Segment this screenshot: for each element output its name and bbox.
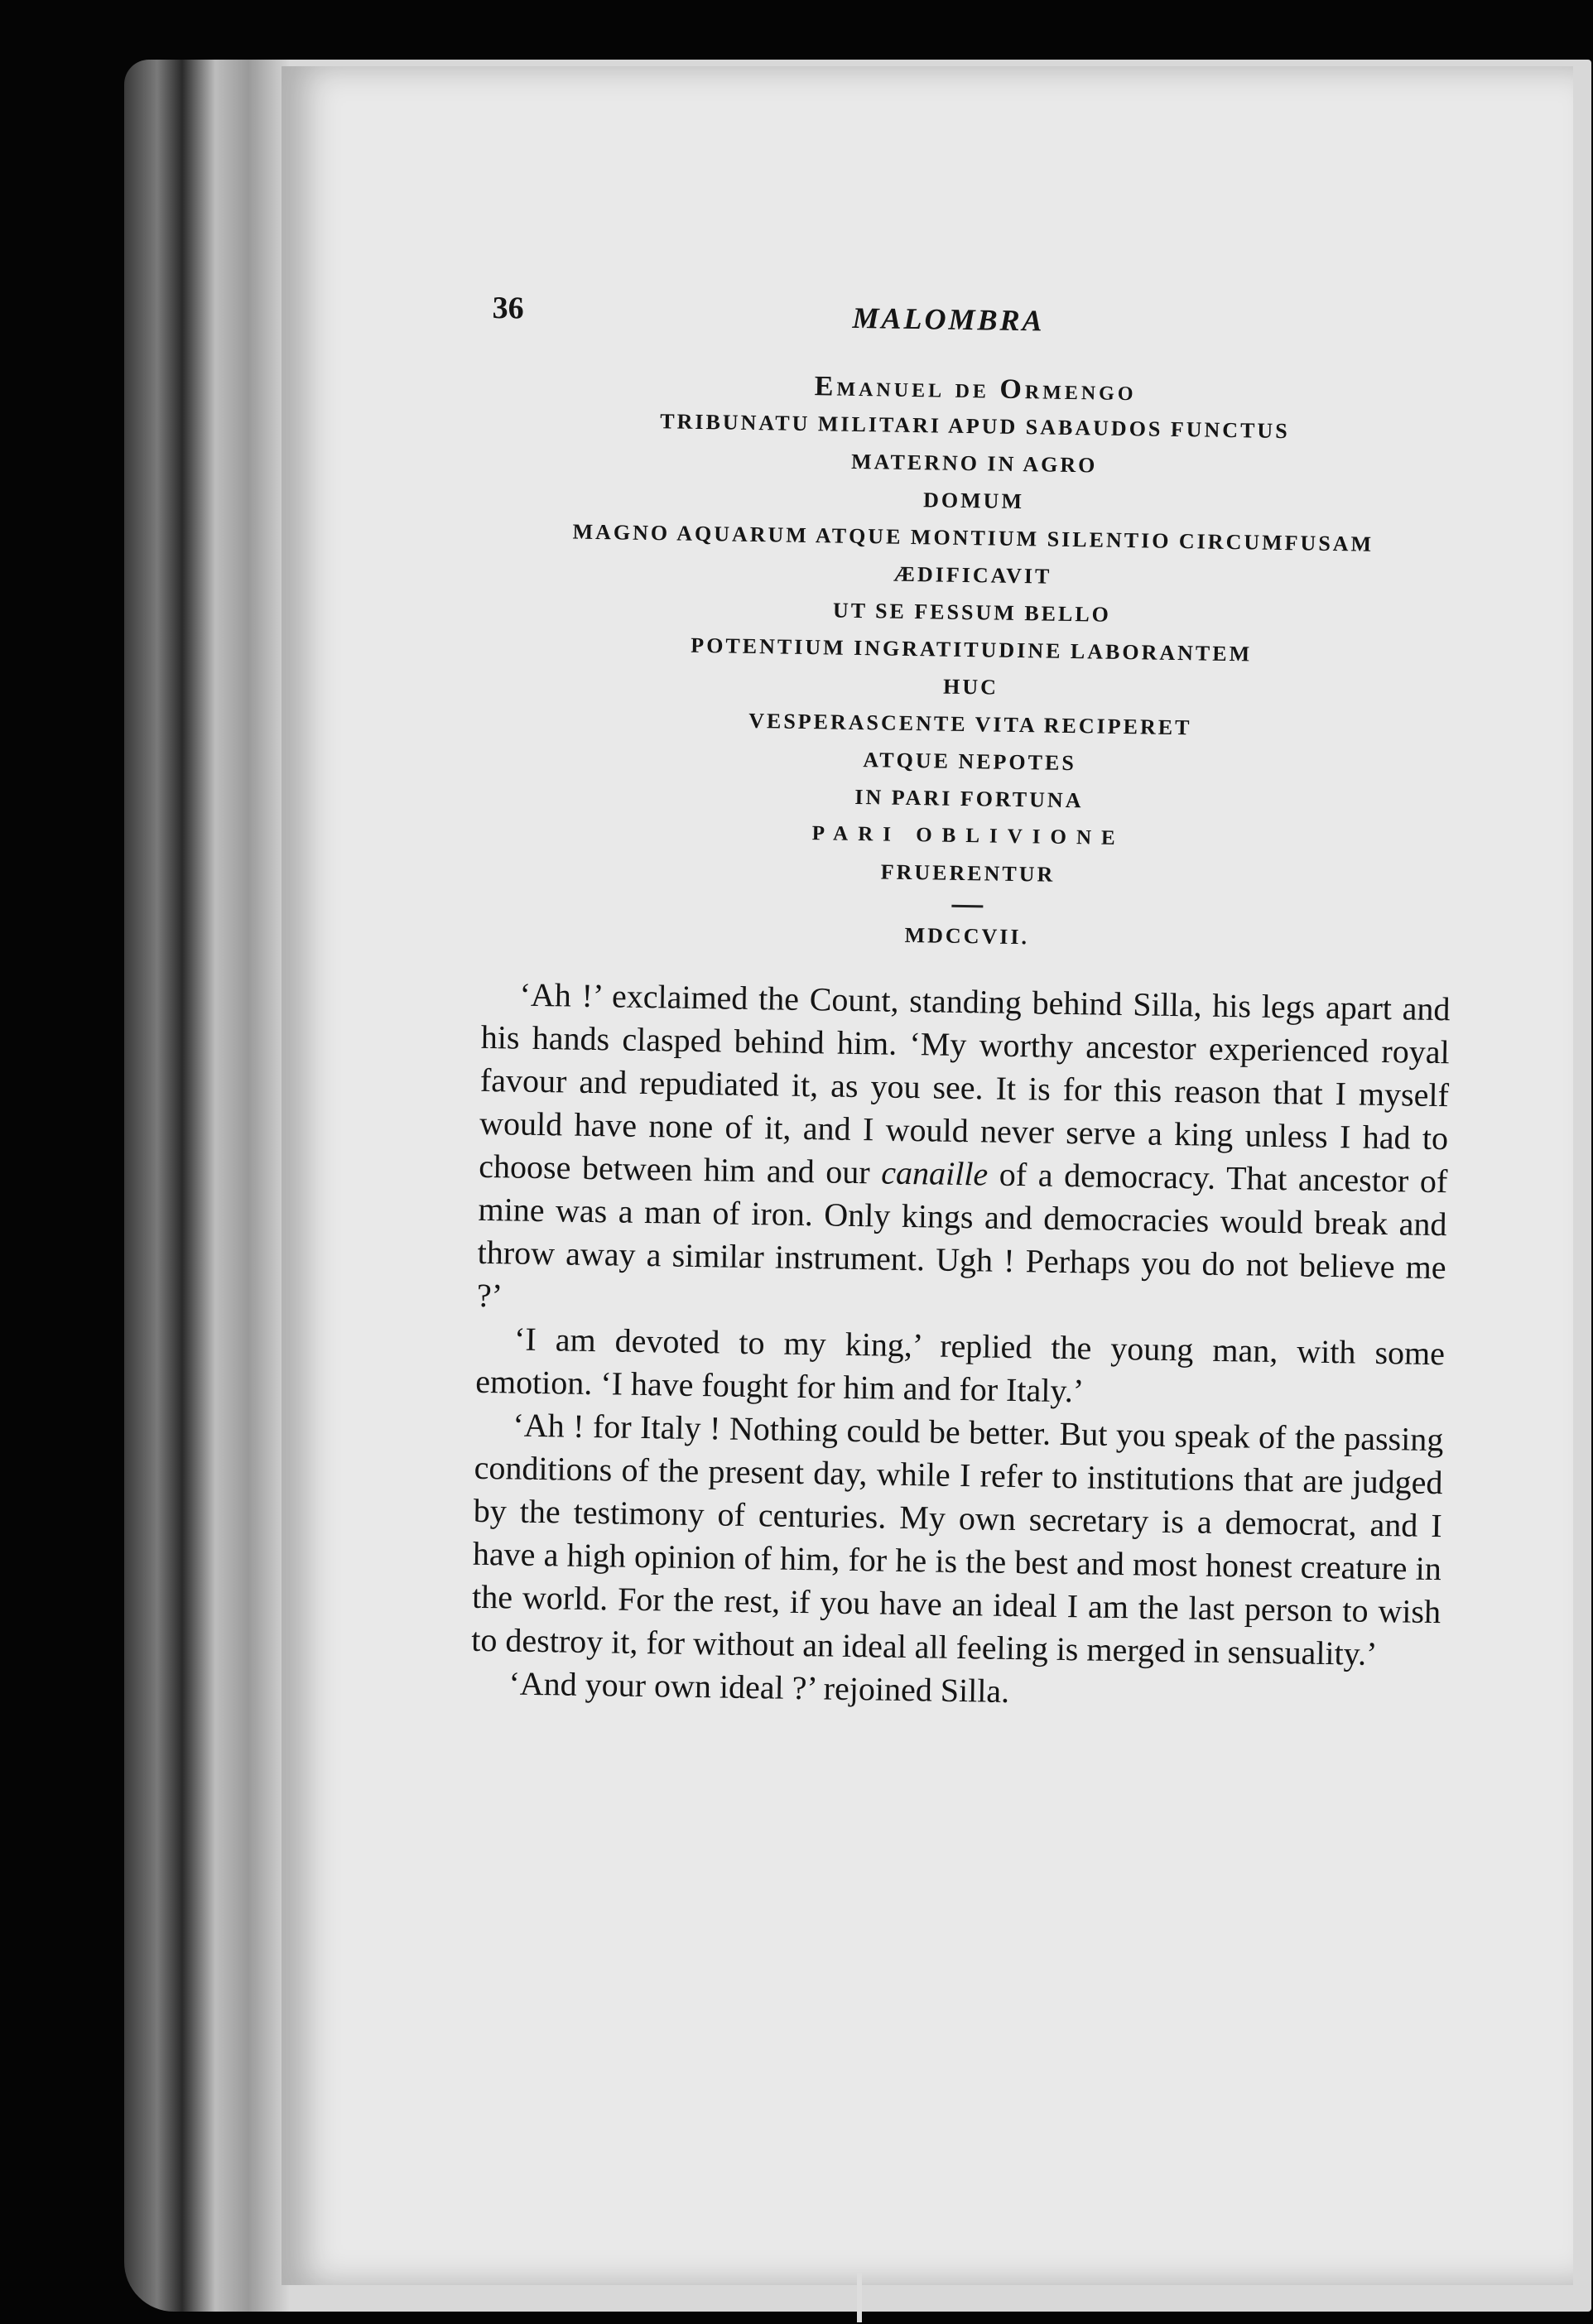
inscription-rule [951, 905, 983, 908]
inscription-line: MATERNO IN AGRO [850, 449, 1098, 478]
paragraph: ‘And your own ideal ?’ rejoined Silla. [508, 1664, 1010, 1711]
paragraph-text: of a democracy. That ancestor of mine was a man of iron. Only kings and democracies would break and throw away a similar instrument. Ugh ! Perhaps you do not believe me ?’ [476, 1155, 1448, 1315]
running-head [492, 290, 1461, 363]
page-number: 36 [492, 290, 524, 326]
inscription-date: MDCCVII. [904, 922, 1030, 950]
paragraph-text: ‘Ah !’ exclaimed the Count, standing behind Silla, his legs apart and his hands clasped behind him. ‘My worthy ancestor experienced royal favour and repudiated it, as you see. It is for this reason that I myself would have none of it, and I would never serve a king unless I had to choose between him and our [479, 975, 1451, 1191]
inscription-line: VESPERASCENTE VITA RECIPERET [748, 708, 1192, 740]
inscription-line: HUC [942, 674, 999, 700]
inscription-line: TRIBUNATU MILITARI APUD SABAUDOS FUNCTUS [660, 409, 1290, 444]
inscription-line: FRUERENTUR [880, 859, 1056, 887]
inscription-line: ÆDIFICAVIT [893, 561, 1052, 589]
inscription-line: POTENTIUM INGRATITUDINE LABORANTEM [691, 633, 1253, 666]
inscription-line: MAGNO AQUARUM ATQUE MONTIUM SILENTIO CIRCUMFUSAM [572, 519, 1374, 556]
inscription-line: UT SE FESSUM BELLO [832, 598, 1112, 627]
inscription-line: PARI OBLIVIONE [811, 822, 1125, 850]
page-content [470, 290, 1461, 1720]
inscription-line: ATQUE NEPOTES [863, 748, 1077, 776]
paragraph [477, 973, 1451, 1332]
body-text [470, 973, 1451, 1720]
paragraph: ‘I am devoted to my king,’ replied the young man, with some emotion. ‘I have fought for him and for Italy.’ [474, 1320, 1446, 1410]
inscription-line: DOMUM [922, 488, 1025, 514]
paragraph: ‘Ah ! for Italy ! Nothing could be better. But you speak of the passing conditions of the present day, while I refer to institutions that are judged by the testimony of centuries. My own secretary is a democrat, and I have a high opinion of him, for he is the best and most honest creature in the world. For the rest, if you have an ideal I am the last person to wish to destroy it, for without an ideal all feeling is merged in sensuality.’ [471, 1406, 1444, 1672]
latin-inscription [484, 363, 1461, 899]
inscription-line: IN PARI FORTUNA [854, 784, 1084, 813]
spine-mark [857, 2273, 862, 2322]
italic-word: canaille [880, 1153, 989, 1193]
inscription-line: Emanuel de Ormengo [814, 371, 1137, 407]
book-page [282, 66, 1573, 2285]
running-title: MALOMBRA [852, 301, 1045, 338]
